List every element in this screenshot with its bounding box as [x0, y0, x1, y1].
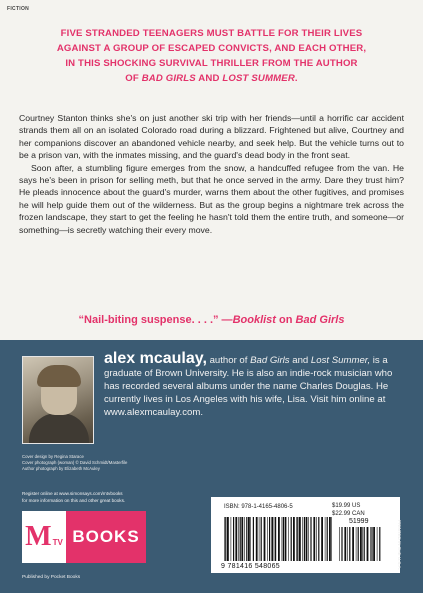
barcode-box	[211, 497, 400, 573]
publisher-line: Published by Pocket Books	[22, 575, 81, 580]
books-logo-text: BOOKS	[66, 511, 146, 563]
author-photo	[22, 356, 94, 444]
quote-source: Booklist	[232, 314, 276, 326]
barcode-icon	[224, 517, 332, 561]
tagline-line-3: IN THIS SHOCKING SURVIVAL THRILLER FROM THE AUTHOR	[65, 58, 358, 69]
review-quote: “Nail-biting suspense. . . .” —Booklist on Bad Girls	[78, 314, 345, 326]
isbn: ISBN: 978-1-4165-4806-5	[224, 504, 293, 510]
author-bio: alex mcaulay, author of Bad Girls and Lost Summer, is a graduate of Brown University. He is also an indie-rock musician who has recorded several albums under the name Charles Douglas. He currently lives in Los Angeles with his wife, Lisa. Visit him online at www.alexmcaulay.com.	[104, 350, 393, 418]
tagline-title-1: BAD GIRLS	[141, 73, 196, 84]
prices	[332, 502, 365, 518]
quote-book: Bad Girls	[295, 314, 345, 326]
addon-barcode-icon	[339, 527, 383, 561]
addon-number: 51999	[349, 518, 369, 525]
tagline-line-4: OF BAD GIRLS AND LOST SUMMER.	[125, 73, 298, 84]
mtv-books-logo	[22, 511, 146, 563]
tagline	[14, 26, 409, 86]
genre-label: FICTION	[7, 6, 30, 12]
mtv-logo-icon: M TV	[22, 511, 66, 563]
tagline-line-1: FIVE STRANDED TEENAGERS MUST BATTLE FOR THEIR LIVES	[60, 28, 363, 39]
printed-in-label: PRINTED IN THE U.S.A.	[397, 520, 402, 570]
barcode-number: 9 781416 548065	[221, 563, 280, 570]
tagline-title-2: LOST SUMMER	[222, 73, 295, 84]
price-can: $22.99 CAN	[332, 511, 365, 517]
author-name: alex mcaulay,	[104, 350, 207, 367]
synopsis-paragraph-1: Courtney Stanton thinks she's on just another ski trip with her friends—until a horrific car accident strands them all on an isolated Colorado road during a blizzard. Frightened but alive, Courtney and her companions discover an abandoned vehicle nearby, and seek help. But the vehicle turns out to be a prison van, with the inmates missing, and the guard's dead body in the front seat.	[19, 113, 404, 161]
synopsis-paragraph-2: Soon after, a stumbling figure emerges from the snow, a handcuffed refugee from the van. He says he's been in prison for selling meth, but that he once served in the army. Dare they trust him? He pleads innocence about the guard's murder, warns them about the other fugitives, and promises he will help guide them out of the wilderness. But as the group begins a nightmare trek across the frozen landscape, they start to get the feeling he hasn't told them the entire truth, and someone—or something—is secretly watching their every move.	[19, 162, 404, 235]
tagline-line-2: AGAINST A GROUP OF ESCAPED CONVICTS, AND EACH OTHER,	[56, 43, 367, 54]
cover-credits: Cover design by Regina Starace Cover photograph (woman) © David Schmidt/Masterfile Author photograph by Elizabeth McAuley	[22, 454, 128, 471]
register-notice: Register online at www.simonsays.com/mtvbooks for more information on this and other great books.	[22, 491, 126, 503]
synopsis	[19, 112, 404, 236]
price-us: $19.99 US	[332, 503, 361, 509]
